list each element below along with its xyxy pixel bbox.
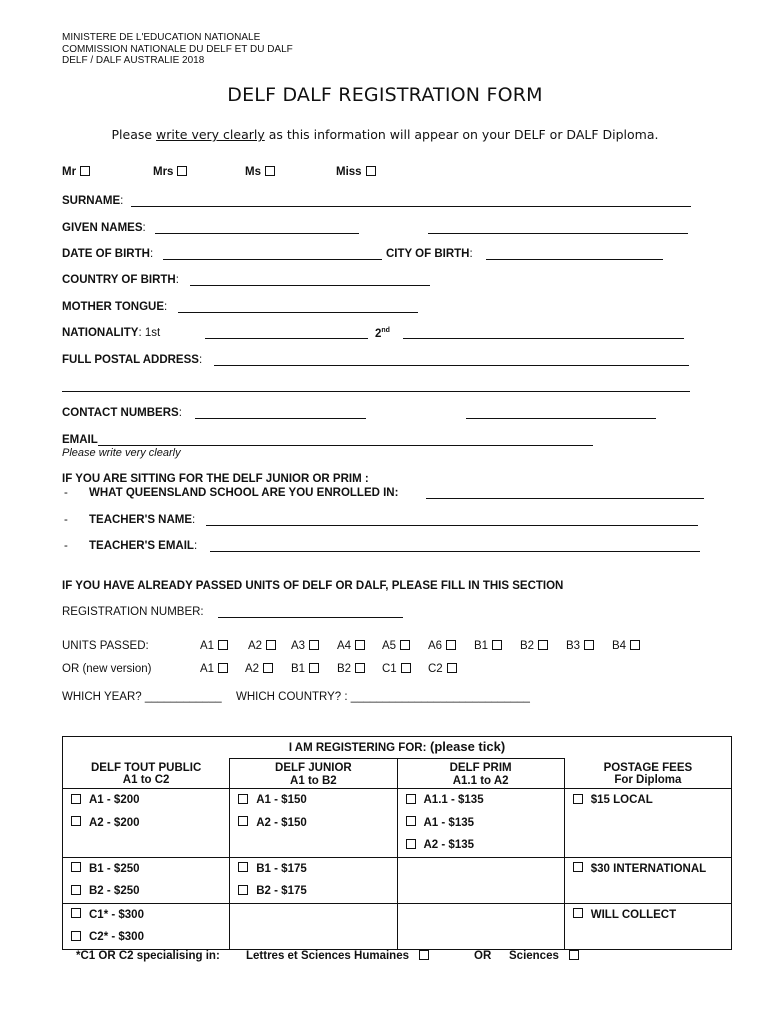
city-of-birth-label: CITY OF BIRTH: <box>386 248 473 260</box>
checkbox-icon <box>238 794 248 804</box>
checkbox-icon <box>265 166 275 176</box>
teacher-email-field[interactable] <box>210 551 700 552</box>
table-cell <box>63 857 230 903</box>
unit-option[interactable]: B1 <box>474 640 502 652</box>
unit-option[interactable]: A2 <box>248 640 276 652</box>
contact-numbers-label: CONTACT NUMBERS: <box>62 407 182 419</box>
specialisation-label: *C1 OR C2 specialising in: <box>76 950 220 962</box>
option-tout-public-c1[interactable]: C1* - $300 <box>63 904 229 927</box>
checkbox-icon <box>80 166 90 176</box>
checkbox-icon <box>406 816 416 826</box>
title-option-mr[interactable]: Mr <box>62 166 90 178</box>
checkbox-icon <box>446 640 456 650</box>
option-junior-a1[interactable]: A1 - $150 <box>230 789 396 812</box>
new-unit-option[interactable]: C2 <box>428 663 457 675</box>
table-cell <box>564 903 731 949</box>
specialisation-option-sciences[interactable]: Sciences <box>509 950 579 962</box>
checkbox-icon <box>266 640 276 650</box>
option-tout-public-b2[interactable]: B2 - $250 <box>63 880 229 903</box>
which-year-field[interactable]: WHICH YEAR? ____________ <box>62 691 222 703</box>
commission-header: COMMISSION NATIONALE DU DELF ET DU DALF <box>62 43 293 55</box>
checkbox-icon <box>238 862 248 872</box>
option-prim-a1-1[interactable]: A1.1 - $135 <box>398 789 564 812</box>
mother-tongue-field[interactable] <box>178 312 418 313</box>
teacher-name-field[interactable] <box>206 525 698 526</box>
contact-number-field-2[interactable] <box>466 418 656 419</box>
checkbox-icon <box>366 166 376 176</box>
checkbox-icon <box>71 794 81 804</box>
mother-tongue-label: MOTHER TONGUE: <box>62 301 168 313</box>
column-header-postage: POSTAGE FEES For Diploma <box>564 759 731 789</box>
checkbox-icon <box>538 640 548 650</box>
registration-number-label: REGISTRATION NUMBER: <box>62 606 204 618</box>
school-label: WHAT QUEENSLAND SCHOOL ARE YOU ENROLLED IN: <box>89 487 399 499</box>
new-version-label: OR (new version) <box>62 663 152 675</box>
ministry-header: MINISTERE DE L'EDUCATION NATIONALE <box>62 32 261 43</box>
table-cell <box>230 903 397 949</box>
checkbox-icon <box>584 640 594 650</box>
table-cell <box>397 857 564 903</box>
table-cell <box>397 903 564 949</box>
checkbox-icon <box>573 908 583 918</box>
checkbox-icon <box>573 862 583 872</box>
registration-table <box>62 736 732 950</box>
city-of-birth-field[interactable] <box>486 259 663 260</box>
checkbox-icon <box>355 663 365 673</box>
contact-number-field-1[interactable] <box>195 418 366 419</box>
table-cell <box>230 857 397 903</box>
email-note: Please write very clearly <box>62 447 181 459</box>
checkbox-icon <box>492 640 502 650</box>
unit-option[interactable]: B3 <box>566 640 594 652</box>
option-tout-public-b1[interactable]: B1 - $250 <box>63 858 229 881</box>
unit-option[interactable]: B4 <box>612 640 640 652</box>
new-unit-option[interactable]: A2 <box>245 663 273 675</box>
checkbox-icon <box>355 640 365 650</box>
checkbox-icon <box>569 950 579 960</box>
option-postage-local[interactable]: $15 LOCAL <box>565 789 731 812</box>
column-header-prim: DELF PRIM A1.1 to A2 <box>397 759 564 789</box>
postal-address-field-2[interactable] <box>62 391 690 392</box>
passed-section-heading: IF YOU HAVE ALREADY PASSED UNITS OF DELF OR DALF, PLEASE FILL IN THIS SECTION <box>62 580 564 592</box>
title-option-mrs[interactable]: Mrs <box>153 166 187 178</box>
nationality-second-field[interactable] <box>403 338 684 339</box>
specialisation-option-lettres[interactable]: Lettres et Sciences Humaines <box>246 950 429 962</box>
school-field[interactable] <box>426 498 704 499</box>
new-unit-option[interactable]: B1 <box>291 663 319 675</box>
bullet-dash: - <box>64 540 68 552</box>
units-passed-label: UNITS PASSED: <box>62 640 149 652</box>
option-tout-public-a2[interactable]: A2 - $200 <box>63 812 229 835</box>
checkbox-icon <box>400 640 410 650</box>
checkbox-icon <box>309 663 319 673</box>
checkbox-icon <box>309 640 319 650</box>
form-title: DELF DALF REGISTRATION FORM <box>227 84 543 106</box>
registration-table-title: I AM REGISTERING FOR: (please tick) <box>63 737 732 759</box>
unit-option[interactable]: B2 <box>520 640 548 652</box>
title-option-ms[interactable]: Ms <box>245 166 275 178</box>
checkbox-icon <box>447 663 457 673</box>
date-of-birth-field[interactable] <box>163 259 382 260</box>
option-prim-a1[interactable]: A1 - $135 <box>398 812 564 835</box>
postal-address-field-1[interactable] <box>214 365 689 366</box>
option-tout-public-a1[interactable]: A1 - $200 <box>63 789 229 812</box>
country-of-birth-field[interactable] <box>190 285 430 286</box>
option-postage-collect[interactable]: WILL COLLECT <box>565 904 731 927</box>
option-postage-international[interactable]: $30 INTERNATIONAL <box>565 858 731 881</box>
checkbox-icon <box>573 794 583 804</box>
table-cell <box>564 857 731 903</box>
country-of-birth-label: COUNTRY OF BIRTH: <box>62 274 179 286</box>
new-unit-option[interactable]: B2 <box>337 663 365 675</box>
checkbox-icon <box>71 816 81 826</box>
table-cell <box>397 789 564 858</box>
postal-address-label: FULL POSTAL ADDRESS: <box>62 354 203 366</box>
checkbox-icon <box>401 663 411 673</box>
email-field[interactable] <box>98 445 593 446</box>
email-label: EMAIL <box>62 434 98 446</box>
checkbox-icon <box>71 862 81 872</box>
option-junior-b1[interactable]: B1 - $175 <box>230 858 396 881</box>
registration-number-field[interactable] <box>218 617 403 618</box>
table-cell <box>564 789 731 858</box>
given-names-field-1[interactable] <box>155 233 359 234</box>
given-names-field-2[interactable] <box>428 233 688 234</box>
nationality-second-label: 2nd <box>375 327 390 340</box>
unit-option[interactable]: A4 <box>337 640 365 652</box>
checkbox-icon <box>406 794 416 804</box>
unit-option[interactable]: A5 <box>382 640 410 652</box>
checkbox-icon <box>71 908 81 918</box>
or-label: OR <box>474 950 492 962</box>
form-instructions: Please write very clearly as this information will appear on your DELF or DALF Diploma. <box>111 127 659 142</box>
table-cell <box>230 789 397 858</box>
surname-field[interactable] <box>131 206 691 207</box>
checkbox-icon <box>238 885 248 895</box>
junior-section-heading: IF YOU ARE SITTING FOR THE DELF JUNIOR OR PRIM : <box>62 473 369 485</box>
option-junior-a2[interactable]: A2 - $150 <box>230 812 396 835</box>
unit-option[interactable]: A3 <box>291 640 319 652</box>
checkbox-icon <box>71 885 81 895</box>
nationality-first-field[interactable] <box>205 338 368 339</box>
checkbox-icon <box>218 640 228 650</box>
option-junior-b2[interactable]: B2 - $175 <box>230 880 396 903</box>
checkbox-icon <box>630 640 640 650</box>
checkbox-icon <box>177 166 187 176</box>
bullet-dash: - <box>64 487 68 499</box>
checkbox-icon <box>263 663 273 673</box>
session-header: DELF / DALF AUSTRALIE 2018 <box>62 55 205 66</box>
title-option-miss[interactable]: Miss <box>336 166 376 178</box>
which-country-field[interactable]: WHICH COUNTRY? : ____________________________ <box>236 691 530 703</box>
surname-label: SURNAME: <box>62 195 124 207</box>
date-of-birth-label: DATE OF BIRTH: <box>62 248 154 260</box>
new-unit-option[interactable]: A1 <box>200 663 228 675</box>
bullet-dash: - <box>64 514 68 526</box>
unit-option[interactable]: A6 <box>428 640 456 652</box>
checkbox-icon <box>419 950 429 960</box>
checkbox-icon <box>406 839 416 849</box>
checkbox-icon <box>238 816 248 826</box>
table-cell <box>63 903 230 949</box>
given-names-label: GIVEN NAMES: <box>62 222 146 234</box>
new-unit-option[interactable]: C1 <box>382 663 411 675</box>
column-header-junior: DELF JUNIOR A1 to B2 <box>230 759 397 789</box>
checkbox-icon <box>218 663 228 673</box>
teacher-name-label: TEACHER'S NAME: <box>89 514 196 526</box>
nationality-label: NATIONALITY: 1st <box>62 327 161 339</box>
option-prim-a2[interactable]: A2 - $135 <box>398 834 564 857</box>
checkbox-icon <box>71 931 81 941</box>
teacher-email-label: TEACHER'S EMAIL: <box>89 540 198 552</box>
option-tout-public-c2[interactable]: C2* - $300 <box>63 926 229 949</box>
column-header-tout-public: DELF TOUT PUBLIC A1 to C2 <box>63 759 230 789</box>
unit-option[interactable]: A1 <box>200 640 228 652</box>
table-cell <box>63 789 230 858</box>
